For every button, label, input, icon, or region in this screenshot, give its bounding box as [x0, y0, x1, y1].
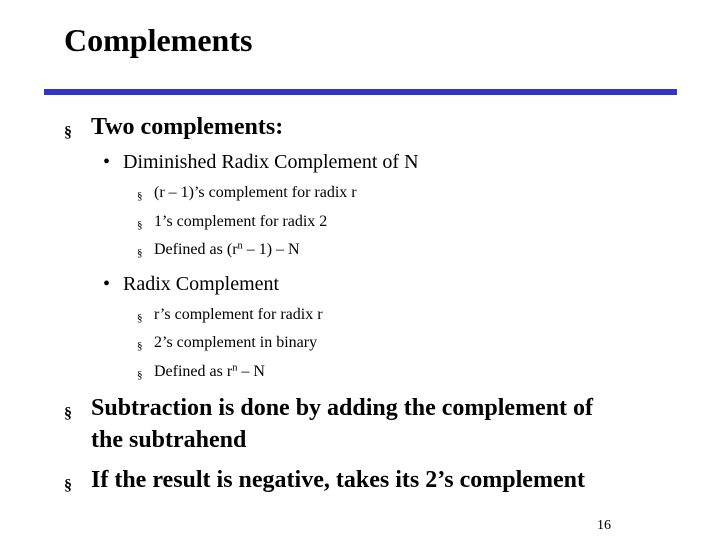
bullet-text: r’s complement for radix r [154, 306, 323, 323]
definition-suffix: – N [237, 363, 265, 380]
definition-prefix: Defined as (r [154, 241, 238, 258]
title-underline [44, 89, 677, 95]
bullet-text: Subtraction is done by adding the complement of [91, 395, 594, 421]
bullet-text: If the result is negative, takes its 2’s complement [91, 467, 585, 493]
square-bullet-icon: § [137, 312, 143, 324]
square-bullet-icon: § [137, 219, 143, 231]
square-bullet-icon: § [64, 124, 72, 141]
definition-prefix: Defined as r [154, 363, 233, 380]
dot-bullet-icon: • [103, 273, 111, 295]
bullet-two-complements [64, 112, 283, 142]
definition-suffix: – 1) – N [242, 241, 300, 258]
dot-bullet-icon: • [103, 151, 111, 173]
sub-bullet-diminished-definition [137, 240, 300, 260]
square-bullet-icon: § [137, 340, 143, 352]
bullet-text: the subtrahend [91, 427, 247, 453]
sub-bullet-r-minus-1 [137, 183, 357, 203]
bullet-text: 2’s complement in binary [154, 334, 318, 351]
bullet-radix-complement [103, 271, 279, 297]
sub-bullet-ones-complement [137, 212, 327, 232]
bullet-text: Radix Complement [123, 273, 280, 295]
square-bullet-icon: § [137, 369, 143, 381]
square-bullet-icon: § [64, 477, 72, 494]
bullet-diminished-radix [103, 149, 419, 175]
square-bullet-icon: § [137, 247, 143, 259]
square-bullet-icon: § [64, 405, 72, 422]
bullet-subtraction [64, 393, 593, 423]
bullet-subtraction-continued [64, 425, 246, 455]
sub-bullet-r-complement [137, 305, 323, 325]
sub-bullet-twos-complement [137, 333, 317, 353]
bullet-text [154, 362, 265, 382]
square-bullet-icon: § [137, 190, 143, 202]
exponent-n: n [232, 362, 238, 374]
page-number: 16 [597, 518, 611, 533]
slide-title: Complements [64, 22, 253, 58]
bullet-text: 1’s complement for radix 2 [154, 213, 328, 230]
bullet-text: Two complements: [91, 114, 284, 140]
bullet-text [154, 240, 300, 260]
exponent-n: n [237, 240, 243, 252]
sub-bullet-radix-definition [137, 362, 265, 382]
bullet-text: Diminished Radix Complement of N [123, 151, 419, 173]
bullet-negative-result [64, 465, 585, 495]
bullet-text: (r – 1)’s complement for radix r [154, 184, 357, 201]
